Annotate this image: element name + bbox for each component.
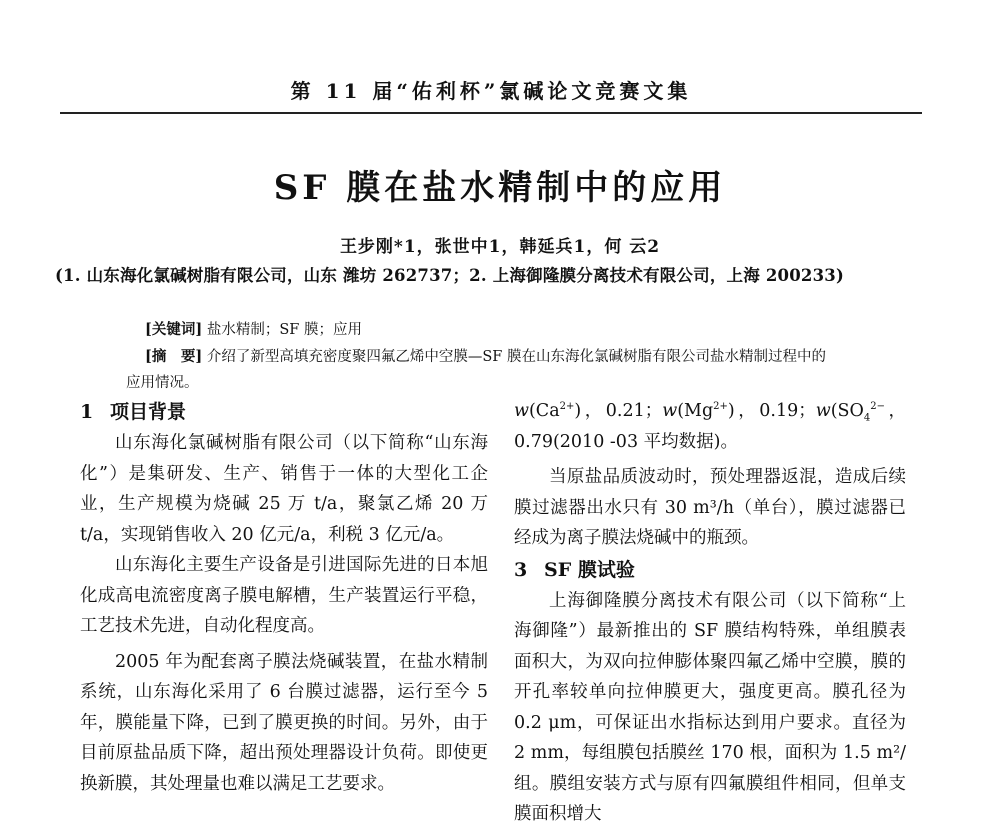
author-list: 王步刚*1，张世中1，韩延兵1，何 云2 (339, 237, 661, 257)
right-paragraph-filter: 当原盐品质波动时，预处理器返混，造成后续膜过滤器出水只有 30 m³/h（单台），膜过滤器已经成为离子膜法烧碱中的瓶颈。 (514, 467, 906, 548)
abstract-continuation: 应用情况。 (126, 375, 199, 391)
brine-data-tail: 0.79(2010 -03 平均数据)。 (514, 431, 738, 452)
section-3-title: SF 膜试验 (544, 558, 635, 581)
mg-value: 0.19 (759, 401, 799, 421)
section-1-number: 1 (80, 401, 94, 423)
abstract-text: 介绍了新型高填充密度聚四氟乙烯中空膜—SF 膜在山东海化氯碱树脂有限公司盐水精制过程中的 (202, 349, 826, 365)
paper-title: SF 膜在盐水精制中的应用 (273, 168, 727, 208)
abstract-label: [摘 要] (145, 348, 203, 365)
section-1-paragraph-3: 2005 年为配套离子膜法烧碱装置，在盐水精制系统，山东海化采用了 6 台膜过滤器，运行至今 5 年，膜能量下降，已到了膜更换的时间。另外，由于目前原盐品质下降，超出预处理器设计负荷。即使更换新膜，其处理量也难以满足工艺要求。 (80, 651, 488, 794)
keywords-label: [关键词] (145, 321, 203, 338)
section-1-title: 项目背景 (110, 401, 187, 423)
keywords (145, 318, 362, 339)
section-3-paragraph: 上海御隆膜分离技术有限公司（以下简称“上海御隆”）最新推出的 SF 膜结构特殊，单组膜表面积大，为双向拉伸膨体聚四氟乙烯中空膜，膜的开孔率较单向拉伸膜更大，强度更高。膜孔径为 0.2 μm，可保证出水指标达到用户要求。直径为 2 mm，每组膜包括膜丝 170 根，面积为 1.5 m²/组。膜组安装方式与原有四氟膜组件相同，但单支膜面积增大 (514, 590, 906, 824)
section-1-paragraph-1: 山东海化氯碱树脂有限公司（以下简称“山东海化”）是集研发、生产、销售于一体的大型化工企业，生产规模为烧碱 25 万 t/a，聚氯乙烯 20 万 t/a，实现销售收入 20 亿元/a，利税 3 亿元/a。 (80, 433, 488, 545)
section-1-paragraph-2: 山东海化主要生产设备是引进国际先进的日本旭化成高电流密度离子膜电解槽，生产装置运行平稳，工艺技术先进，自动化程度高。 (80, 555, 488, 636)
running-header: 第 11 届“佑利杯”氯碱论文竞赛文集 (290, 79, 692, 103)
ca-value: 0.21 (605, 401, 645, 421)
header-divider (60, 112, 922, 114)
section-3-heading (514, 554, 906, 586)
brine-composition: $w(Ca^{2+})$，0.21；$w(Mg^{2+})$，0.19；$w(SO_4^{2-}$，0.79(2010 -03 平均数据)。 (514, 401, 907, 452)
author-affiliations: (1. 山东海化氯碱树脂有限公司，山东 潍坊 262737；2. 上海御隆膜分离技术有限公司，上海 200233) (55, 266, 844, 285)
section-3-number: 3 (514, 558, 528, 581)
right-column (514, 396, 906, 830)
section-1-heading (80, 396, 488, 428)
abstract (145, 344, 935, 370)
left-column (80, 396, 488, 799)
keywords-text: 盐水精制；SF 膜；应用 (202, 322, 362, 338)
